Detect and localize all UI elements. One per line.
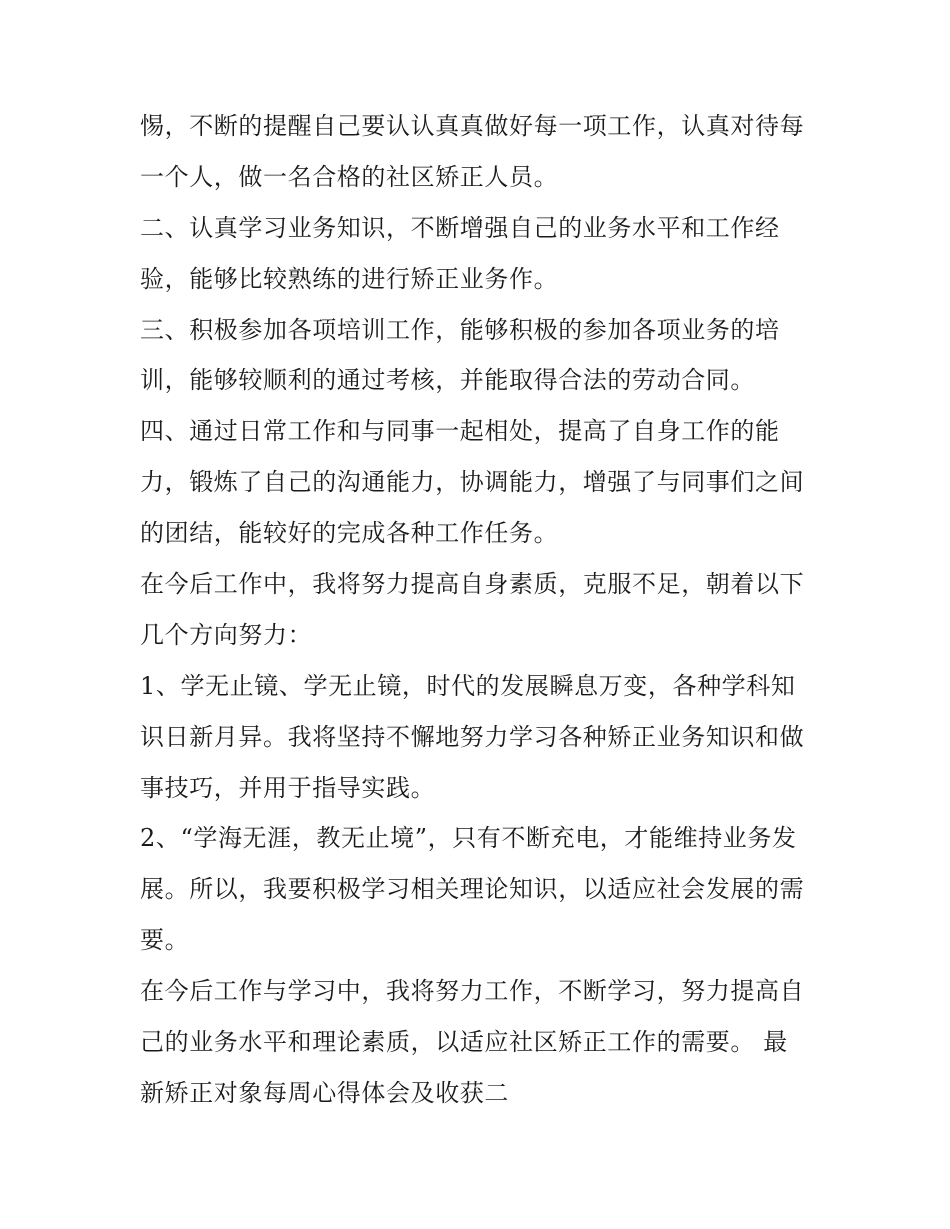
text-line: 新矫正对象每周心得体会及收获二 [140,1078,509,1107]
text-line: 惕，不断的提醒自己要认认真真做好每一项工作，认真对待每 [140,112,805,140]
text-line: 己的业务水平和理论素质，以适应社区矫正工作的需要。 最 [140,1028,788,1057]
text-line: 在今后工作与学习中，我将努力工作，不断学习，努力提高自 [140,977,805,1006]
text-line: 要。 [140,926,190,955]
text-line: 展。所以，我要积极学习相关理论知识，以适应社会发展的需 [140,875,805,904]
text-line: 几个方向努力： [140,620,313,649]
text-line: 在今后工作中，我将努力提高自身素质，克服不足，朝着以下 [140,570,805,599]
text-line: 1、学无止镜、学无止镜，时代的发展瞬息万变，各种学科知 [140,671,796,700]
text-line: 力，锻炼了自己的沟通能力，协调能力，增强了与同事们之间 [140,468,805,497]
text-line: 三、积极参加各项培训工作，能够积极的参加各项业务的培 [140,315,780,344]
text-line: 一个人，做一名合格的社区矫正人员。 [140,162,559,191]
text-line: 四、通过日常工作和与同事一起相处，提高了自身工作的能 [140,417,780,446]
text-line: 事技巧，并用于指导实践。 [140,773,436,802]
document-body [140,101,812,1119]
text-line: 识日新月异。我将坚持不懈地努力学习各种矫正业务知识和做 [140,722,805,751]
text-line: 二、认真学习业务知识，不断增强自己的业务水平和工作经 [140,213,780,242]
text-line: 的团结，能较好的完成各种工作任务。 [140,519,559,548]
text-line: 验，能够比较熟练的进行矫正业务作。 [140,264,559,293]
text-line: 训，能够较顺利的通过考核，并能取得合法的劳动合同。 [140,366,755,395]
text-line: 2、“学海无涯，教无止境”，只有不断充电，才能维持业务发 [140,824,797,853]
